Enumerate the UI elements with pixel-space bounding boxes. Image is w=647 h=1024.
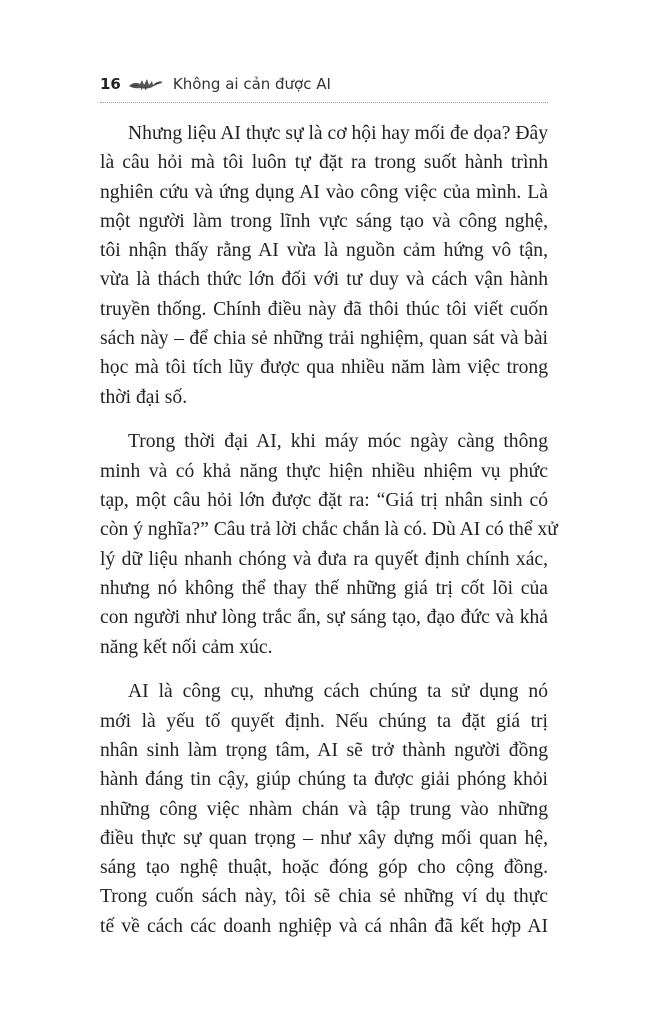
text-line: sáng tạo nghệ thuật, hoặc đóng góp cho cộng đồng. — [100, 857, 548, 879]
text-line: còn ý nghĩa?” Câu trả lời chắc chắn là có. Dù AI có thể xử — [100, 519, 558, 541]
text-line: truyền thống. Chính điều này đã thôi thúc tôi viết cuốn — [100, 298, 548, 320]
text-line: học mà tôi tích lũy được qua nhiều năm làm việc trong — [100, 357, 548, 379]
page-body — [100, 119, 558, 957]
text-line: Nhưng liệu AI thực sự là cơ hội hay mối đe dọa? Đây — [128, 123, 548, 144]
text-line: mới là yếu tố quyết định. Nếu chúng ta đặt giá trị — [100, 710, 548, 732]
text-line: nhân sinh làm trọng tâm, AI sẽ trở thành người đồng — [100, 739, 548, 761]
text-line: thời đại số. — [100, 386, 188, 408]
header-divider — [100, 102, 548, 103]
text-line: nghiên cứu và ứng dụng AI vào công việc của mình. Là — [100, 181, 548, 203]
text-line: tạp, một câu hỏi lớn được đặt ra: “Giá trị nhân sinh có — [100, 490, 548, 512]
paragraph — [100, 677, 548, 941]
text-line: vừa là thách thức lớn đối với tư duy và cách vận hành — [100, 269, 548, 291]
text-line: điều thực sự quan trọng – như xây dựng mối quan hệ, — [100, 827, 548, 849]
text-line: tôi nhận thấy rằng AI vừa là nguồn cảm hứng vô tận, — [100, 240, 548, 262]
text-line: hành đáng tin cậy, giúp chúng ta được giải phóng khỏi — [100, 769, 548, 791]
text-line: năng kết nối cảm xúc. — [100, 636, 273, 658]
text-line: sách này – để chia sẻ những trải nghiệm, quan sát và bài — [100, 328, 548, 350]
text-line: nhưng nó không thể thay thế những giá trị cốt lõi của — [100, 577, 548, 599]
ornament-icon — [128, 77, 164, 91]
text-line: một người làm trong lĩnh vực sáng tạo và công nghệ, — [100, 210, 548, 232]
text-line: con người như lòng trắc ẩn, sự sáng tạo, đạo đức và khả — [100, 607, 548, 629]
text-line: Trong cuốn sách này, tôi sẽ chia sẻ những ví dụ thực — [100, 886, 548, 908]
paragraph — [100, 119, 548, 412]
page-number: 16 — [100, 75, 121, 93]
running-title: Không ai cản được AI — [172, 75, 331, 93]
text-line: Trong thời đại AI, khi máy móc ngày càng thông — [128, 431, 548, 453]
running-header — [100, 70, 548, 98]
text-line: những công việc nhàm chán và tập trung vào những — [100, 798, 548, 820]
text-line: lý dữ liệu nhanh chóng và đưa ra quyết định chính xác, — [100, 548, 548, 570]
text-line: tế về cách các doanh nghiệp và cá nhân đã kết hợp AI — [100, 915, 548, 937]
text-line: AI là công cụ, nhưng cách chúng ta sử dụng nó — [128, 681, 548, 703]
text-line: là câu hỏi mà tôi luôn tự đặt ra trong suốt hành trình — [100, 152, 548, 174]
paragraph — [100, 427, 558, 661]
text-line: minh và có khả năng thực hiện nhiều nhiệm vụ phức — [100, 460, 548, 482]
